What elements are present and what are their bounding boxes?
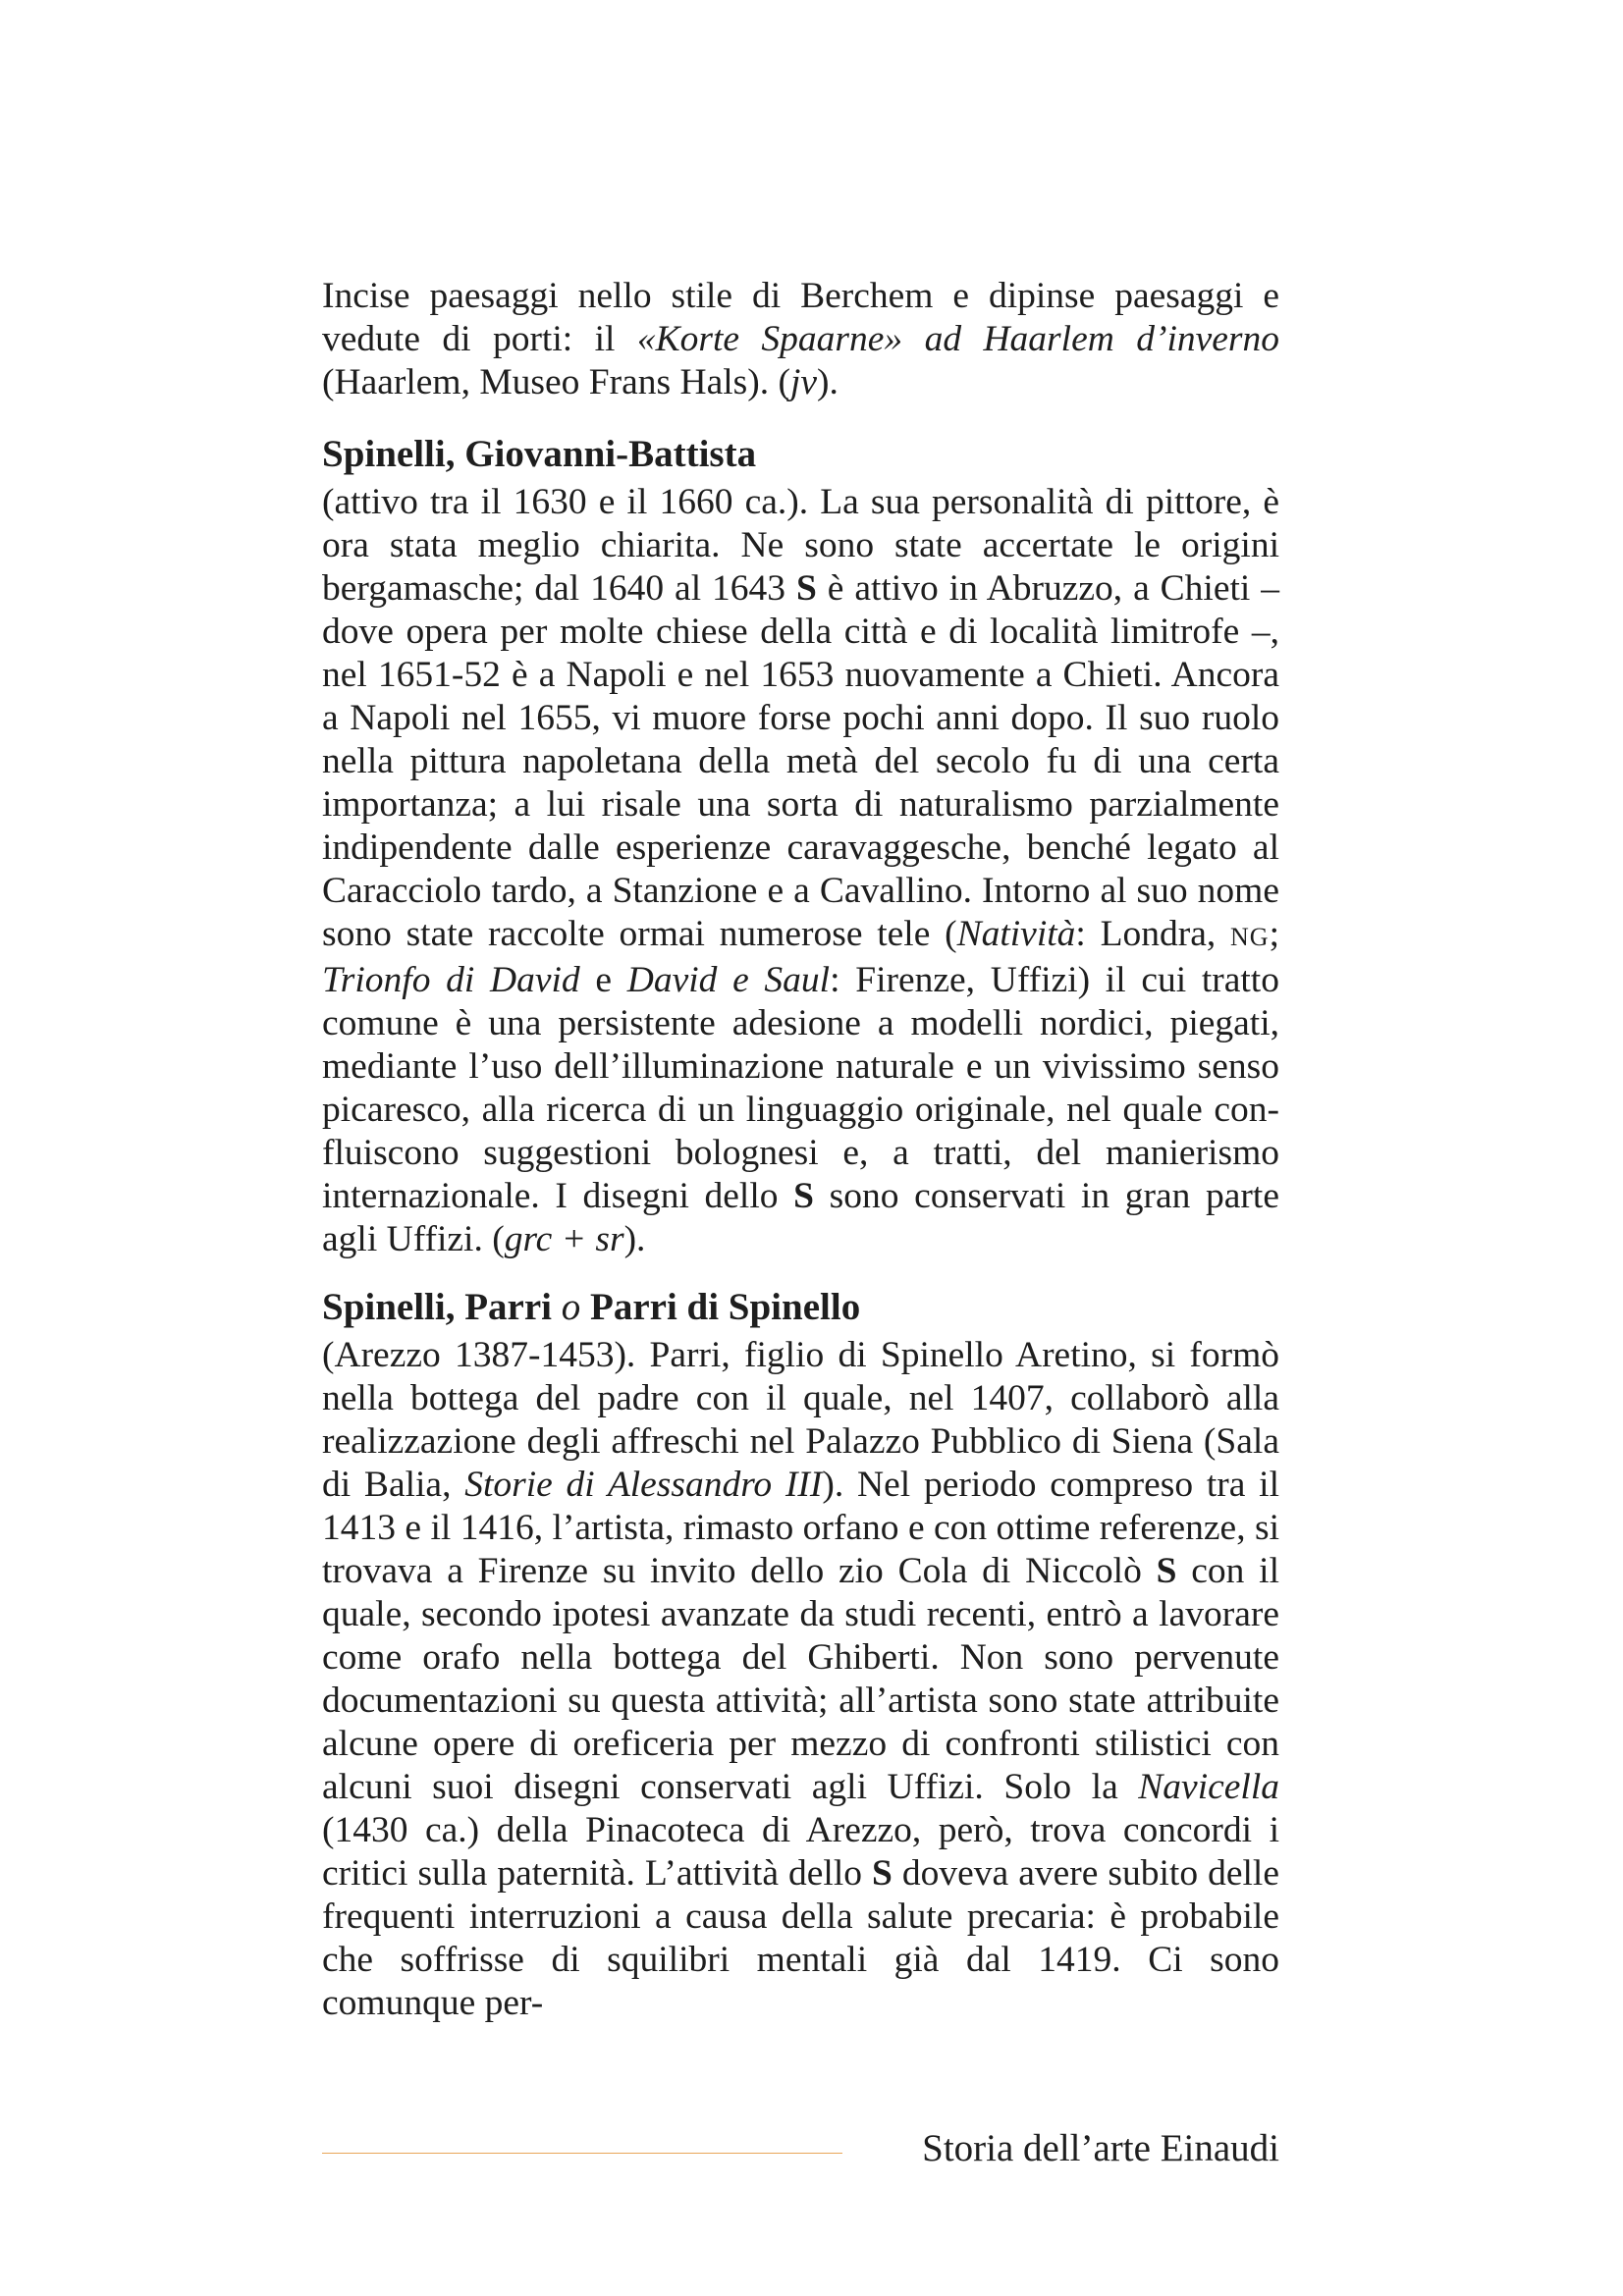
work-title: David e Saul <box>626 960 831 1000</box>
work-title: «Korte Spaarne» ad Haarlem d’inverno <box>636 319 1279 359</box>
entry-heading-spinelli-giovanni-battista: Spinelli, Giovanni-Battista <box>322 433 757 475</box>
museum-abbrev: NG <box>1230 923 1270 951</box>
author-initials: grc + sr <box>504 1219 624 1259</box>
subject-abbrev: S <box>1156 1551 1177 1591</box>
author-initials: jv <box>789 362 818 402</box>
work-title: Navicella <box>1138 1767 1279 1807</box>
subject-abbrev: S <box>872 1853 893 1894</box>
entry-paragraph-spinelli-giovanni-battista: (attivo tra il 1630 e il 1660 ca.). La sua personalità di pittore, è ora stata meglio chiarita. Ne sono state accertate le origini bergamasche; dal 1640 al 1643 S è attivo in Abruzzo, a Chieti – dove opera per molte chiese della città e di località limitrofe –, nel 1651-52 è a Napoli e nel 1653 nuovamente a Chieti. Ancora a Napoli nel 1655, vi muore forse pochi anni dopo. Il suo ruolo nella pittura napoletana della metà del secolo fu di una certa importanza; a lui risale una sorta di naturalismo parzialmente indipendente dalle esperienze caravaggesche, benché legato al Caracciolo tardo, a Stanzione e a Cavallino. Intorno al suo nome sono state raccolte ormai numerose tele (Natività: Londra, NG; Trionfo di David e David e Saul: Firenze, Uffizi) il cui tratto comune è una persistente adesione a modelli nordici, piegati, mediante l’uso dell’illuminazione naturale e un vivissimo senso picaresco, alla ricerca di un linguaggio originale, nel quale confluiscono suggestioni bolognesi e, a tratti, del manierismo internazionale. I disegni dello S sono conservati in gran parte agli Uffizi. (grc + sr). <box>322 482 1279 1259</box>
entry-paragraph-spinelli-parri: (Arezzo 1387-1453). Parri, figlio di Spinello Aretino, si formò nella bottega del padre con il quale, nel 1407, collaborò alla realizzazione degli affreschi nel Palazzo Pubblico di Siena (Sala di Balia, Storie di Alessandro III). Nel periodo compreso tra il 1413 e il 1416, l’artista, rimasto orfano e con ottime referenze, si trovava a Firenze su invito dello zio Cola di Niccolò S con il quale, secondo ipotesi avanzate da studi recenti, entrò a lavorare come orafo nella bottega del Ghiberti. Non sono pervenute documentazioni su questa attività; all’artista sono state attribuite alcune opere di oreficeria per mezzo di confronti stilistici con alcuni suoi disegni conservati agli Uffizi. Solo la Navicella (1430 ca.) della Pinacoteca di Arezzo, però, trova concordi i critici sulla paternità. L’attività dello S doveva avere subito delle frequenti interruzioni a causa della salute precaria: è probabile che soffrisse di squilibri mentali già dal 1419. Ci sono comunque per- <box>322 1335 1279 2023</box>
page-footer <box>322 2124 1279 2173</box>
entry-heading-spinelli-parri: Spinelli, Parri o Parri di Spinello <box>322 1286 861 1328</box>
work-title: Storie di Alessandro III <box>464 1465 823 1505</box>
work-title: Natività <box>956 914 1076 954</box>
footer-book-title: Storia dell’arte Einaudi <box>922 2127 1279 2169</box>
intro-paragraph: Incise paesaggi nello stile di Berchem e dipinse paesaggi e vedute di porti: il «Korte Spaarne» ad Haarlem d’inverno (Haarlem, Museo Frans Hals). (jv). <box>322 276 1279 402</box>
page-body <box>322 275 1279 2025</box>
work-title: Trionfo di David <box>322 960 580 1000</box>
subject-abbrev: S <box>793 1176 815 1216</box>
footer-rule <box>322 2153 842 2154</box>
subject-abbrev: S <box>795 568 817 609</box>
